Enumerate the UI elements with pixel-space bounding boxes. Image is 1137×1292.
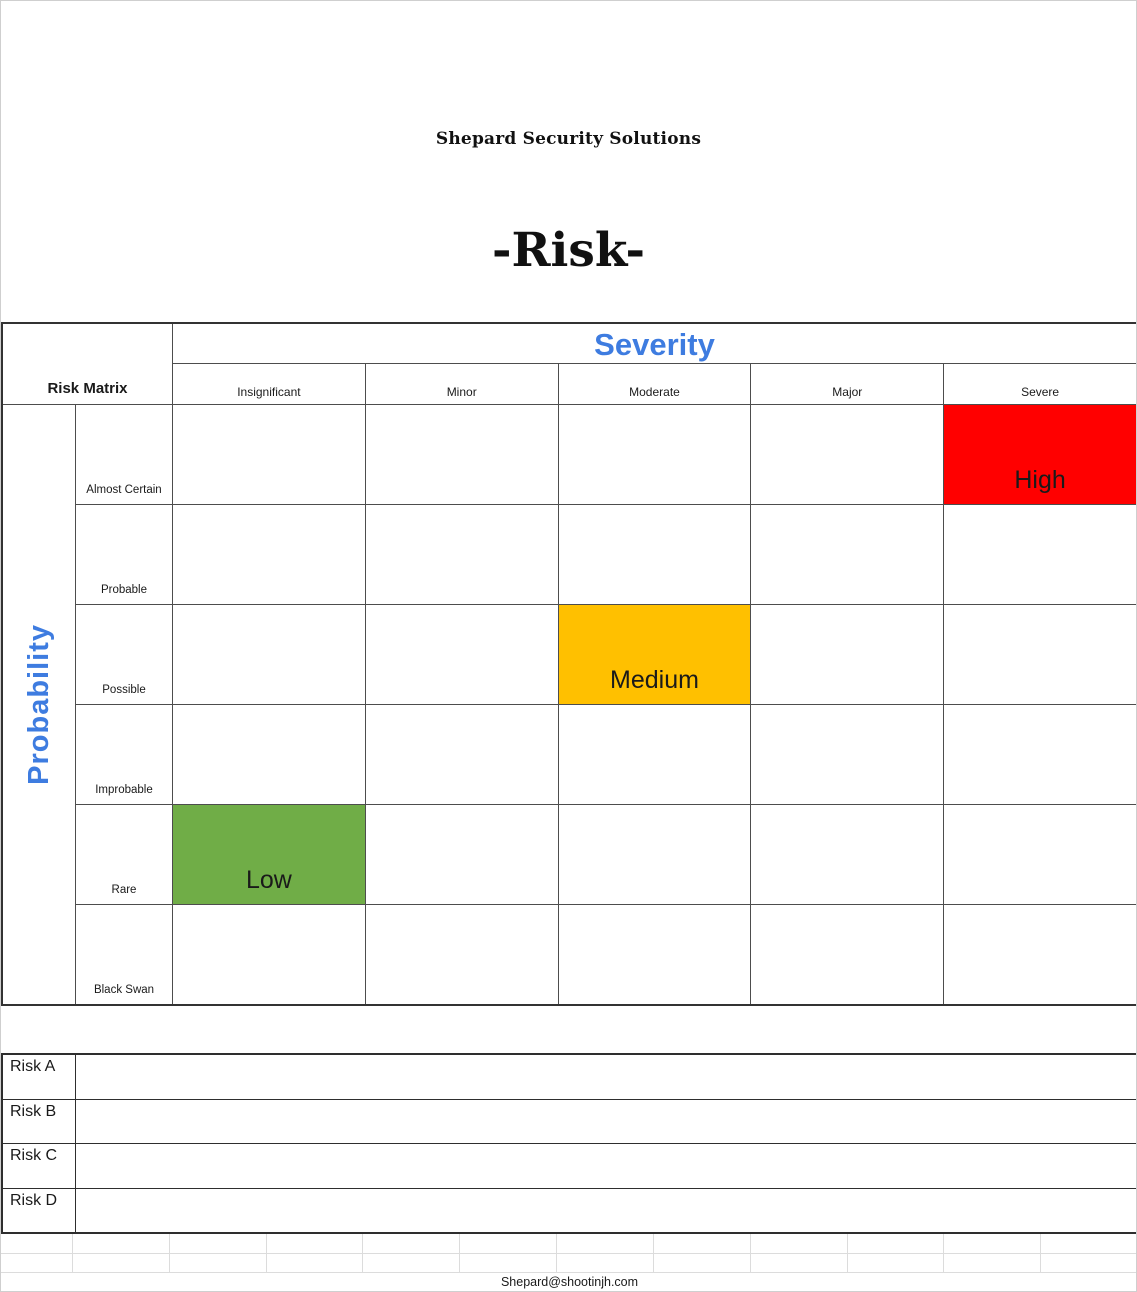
sheet-cell [1, 1234, 73, 1254]
matrix-cell [173, 405, 365, 504]
col-header-severe: Severe [944, 364, 1136, 404]
matrix-cell [366, 505, 558, 604]
row-header-possible: Possible [76, 605, 172, 704]
row-header-rare: Rare [76, 805, 172, 904]
sheet-cell [73, 1254, 170, 1274]
matrix-cell [559, 705, 751, 804]
sheet-cell [460, 1234, 557, 1254]
matrix-cell [751, 505, 943, 604]
sheet-cell [363, 1234, 460, 1254]
sheet-cell [654, 1254, 751, 1274]
footer-bar [1, 1273, 1137, 1292]
sheet-cell [460, 1254, 557, 1274]
matrix-cell [751, 705, 943, 804]
matrix-cell [366, 805, 558, 904]
sheet-cell [944, 1254, 1041, 1274]
sheet-cell [1041, 1254, 1137, 1274]
sheet-cell [848, 1234, 945, 1254]
sheet-cell [944, 1234, 1041, 1254]
sheet-cell [557, 1234, 654, 1254]
company-title: Shepard Security Solutions [435, 129, 702, 149]
matrix-cell [366, 605, 558, 704]
risk-d-label: Risk D [3, 1189, 75, 1233]
sheet-cell [170, 1234, 267, 1254]
matrix-cell [559, 405, 751, 504]
sheet-cell [751, 1254, 848, 1274]
matrix-cell [559, 805, 751, 904]
risk-c-value [76, 1144, 1136, 1188]
col-header-minor: Minor [366, 364, 558, 404]
sheet-cell [1041, 1234, 1137, 1254]
matrix-cell-low: Low [173, 805, 365, 904]
sheet-cell [654, 1234, 751, 1254]
document-title: -Risk- [491, 223, 646, 278]
sheet-cell [267, 1234, 364, 1254]
severity-axis-label: Severity [173, 324, 1136, 363]
matrix-cell-medium: Medium [559, 605, 751, 704]
matrix-cell [173, 505, 365, 604]
matrix-cell [173, 705, 365, 804]
sheet-cell [73, 1234, 170, 1254]
sheet-cell [170, 1254, 267, 1274]
sheet-cell [1, 1254, 73, 1274]
matrix-cell [751, 905, 943, 1004]
risk-b-value [76, 1100, 1136, 1144]
matrix-corner-label: Risk Matrix [3, 324, 172, 404]
col-header-moderate: Moderate [559, 364, 751, 404]
sheet-cell [751, 1234, 848, 1254]
matrix-cell [366, 705, 558, 804]
row-header-black-swan: Black Swan [76, 905, 172, 1004]
sheet-cell [557, 1254, 654, 1274]
risk-matrix-table [1, 322, 1137, 1006]
matrix-cell [173, 905, 365, 1004]
risk-a-label: Risk A [3, 1055, 75, 1099]
probability-axis-label: Probability [22, 624, 55, 785]
matrix-cell [944, 905, 1136, 1004]
risk-d-value [76, 1189, 1136, 1233]
matrix-cell [559, 905, 751, 1004]
risk-list-table [1, 1053, 1137, 1234]
matrix-cell [366, 905, 558, 1004]
matrix-cell [751, 405, 943, 504]
spreadsheet-grid [1, 1234, 1137, 1273]
probability-axis-cell [3, 405, 75, 1004]
sheet-cell [267, 1254, 364, 1274]
matrix-cell [751, 605, 943, 704]
matrix-cell-high: High [944, 405, 1136, 504]
risk-b-label: Risk B [3, 1100, 75, 1144]
col-header-insignificant: Insignificant [173, 364, 365, 404]
risk-c-label: Risk C [3, 1144, 75, 1188]
col-header-major: Major [751, 364, 943, 404]
matrix-cell [944, 505, 1136, 604]
matrix-cell [173, 605, 365, 704]
footer-email: Shepard@shootinjh.com [500, 1275, 639, 1289]
matrix-cell [944, 705, 1136, 804]
risk-a-value [76, 1055, 1136, 1099]
matrix-cell [944, 605, 1136, 704]
sheet-cell [363, 1254, 460, 1274]
matrix-cell [559, 505, 751, 604]
row-header-probable: Probable [76, 505, 172, 604]
matrix-cell [366, 405, 558, 504]
row-header-improbable: Improbable [76, 705, 172, 804]
matrix-cell [944, 805, 1136, 904]
matrix-cell [751, 805, 943, 904]
sheet-cell [848, 1254, 945, 1274]
row-header-almost-certain: Almost Certain [76, 405, 172, 504]
